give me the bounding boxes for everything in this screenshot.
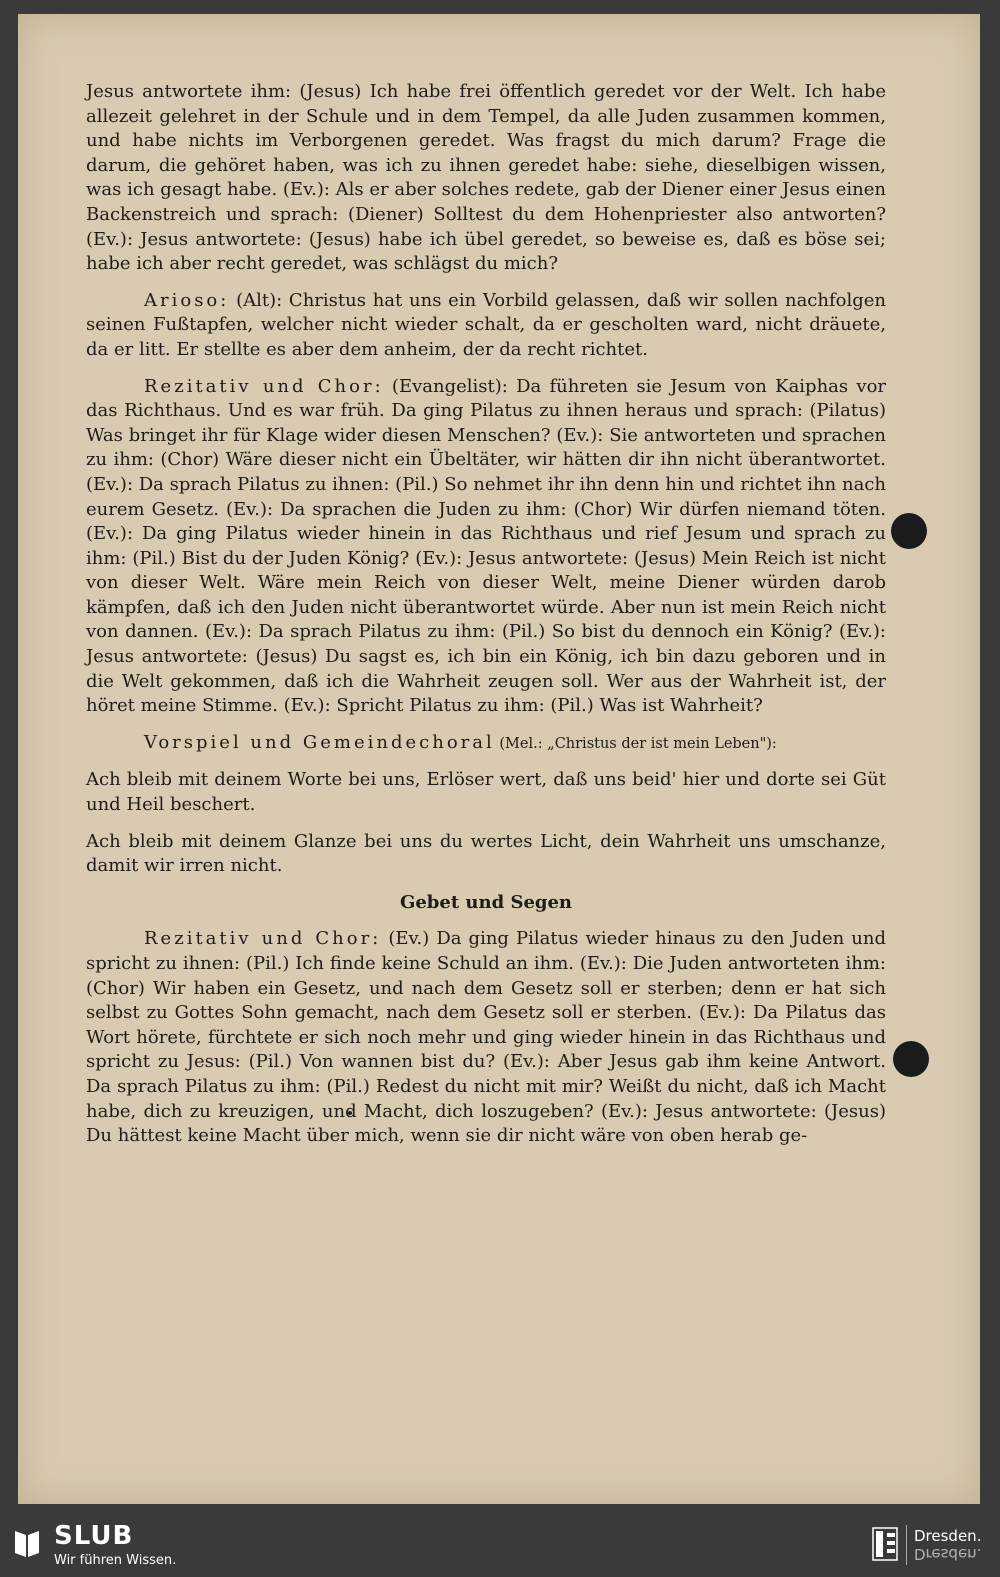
punch-hole-lower bbox=[893, 1041, 929, 1077]
rezitativ-label-2: Rezitativ und Chor: bbox=[144, 928, 382, 950]
slub-brand[interactable]: SLUB bbox=[54, 1521, 134, 1551]
paragraph-arioso bbox=[86, 289, 886, 363]
arioso-label: Arioso: bbox=[144, 289, 230, 311]
section-heading: Gebet und Segen bbox=[399, 891, 573, 913]
melody-note: (Mel.: „Christus der ist mein Leben"): bbox=[494, 735, 777, 752]
paragraph-rezitativ-2 bbox=[86, 927, 886, 1148]
viewer-footer bbox=[0, 1517, 1000, 1577]
choral-verse-1: Ach bleib mit deinem Worte bei uns, Erlöser wert, daß uns beid' hier und dorte sei Güt und Heil beschert. bbox=[86, 769, 886, 816]
dresden-wordmark[interactable]: Dresden. bbox=[914, 1527, 982, 1545]
footer-divider bbox=[906, 1525, 907, 1565]
document-body bbox=[86, 80, 886, 1161]
rezitativ-text-1: (Evangelist): Da führeten sie Jesum von Kaiphas vor das Richthaus. Und es war früh. Da ging Pilatus zu ihnen heraus und sprach: (Pilatus) Was bringet ihr für Klage wider diesen Menschen? (Ev.): Sie antworteten und sprachen zu ihm: (Chor) Wäre dieser nicht ein Übeltäter, wir hätten dir ihn nicht überantwortet. (Ev.): Da sprach Pilatus zu ihnen: (Pil.) So nehmet ihr ihn denn hin und richtet ihn nach eurem Gesetz. (Ev.): Da sprachen die Juden zu ihm: (Chor) Wir dürfen niemand töten. (Ev.): Da ging Pilatus wieder hinein in das Richthaus und rief Jesum und sprach zu ihm: (Pil.) Bist du der Juden König? (Ev.): Jesus antwortete: (Jesus) Mein Reich ist nicht von dieser Welt. Wäre mein Reich von dieser Welt, meine Diener würden darob kämpfen, daß ich den Juden nicht überantwortet würde. Aber nun ist mein Reich nicht von dannen. (Ev.): Da sprach Pilatus zu ihm: (Pil.) So bist du dennoch ein König? (Ev.): Jesus antwortete: (Jesus) Du sagst es, ich bin ein König, ich bin dazu geboren und in die Welt gekommen, daß ich die Wahrheit zeugen soll. Wer aus der Wahrheit ist, der höret meine Stimme. (Ev.): Spricht Pilatus zu ihm: (Pil.) Was ist Wahrheit? bbox=[86, 375, 887, 717]
dresden-coat-of-arms-icon[interactable] bbox=[872, 1527, 898, 1561]
punch-hole-upper bbox=[891, 513, 927, 549]
paragraph-vorspiel bbox=[86, 731, 886, 757]
rezitativ-text-2: (Ev.) Da ging Pilatus wieder hinaus zu den Juden und spricht zu ihnen: (Pil.) Ich finde keine Schuld an ihm. (Ev.): Die Juden antworteten ihm: (Chor) Wir haben ein Gesetz, und nach dem Gesetz soll er sterben; denn er hat sich selbst zu Gottes Sohn gemacht, nach dem Gesetz soll er sterben. (Ev.): Da Pilatus das Wort hörete, fürchtete er sich noch mehr und ging wieder hinein in das Richthaus und spricht zu Jesus: (Pil.) Von wannen bist du? (Ev.): Aber Jesus gab ihm keine Antwort. Da sprach Pilatus zu ihm: (Pil.) Redest du nicht mit mir? Weißt du nicht, daß ich Macht habe, dich zu kreuzigen, und Macht, dich loszugeben? (Ev.): Jesus antwortete: (Jesus) Du hättest keine Macht über mich, wenn sie dir nicht wäre von oben herab ge- bbox=[86, 928, 886, 1147]
rezitativ-label-1: Rezitativ und Chor: bbox=[144, 375, 384, 397]
slub-tagline: Wir führen Wissen. bbox=[54, 1553, 177, 1568]
slub-book-icon[interactable] bbox=[12, 1527, 42, 1559]
dresden-wordmark-reflection: Dresden. bbox=[914, 1545, 982, 1563]
arioso-text: (Alt): Christus hat uns ein Vorbild gelassen, daß wir sollen nachfolgen seinen Fußtapfen, welcher nicht wieder schalt, da er gescholten ward, nicht dräuete, da er litt. Er stellte es aber dem anheim, der da recht richtet. bbox=[86, 289, 886, 360]
paragraph-1: Jesus antwortete ihm: (Jesus) Ich habe frei öffentlich geredet vor der Welt. Ich habe allezeit gelehret in der Schule und in dem Tempel, da alle Juden zusammen kommen, und habe nichts im Verborgenen geredet. Was fragst du mich darum? Frage die darum, die gehöret haben, was ich zu ihnen geredet habe: siehe, dieselbigen wissen, was ich gesagt habe. (Ev.): Als er aber solches redete, gab der Diener einer Jesus einen Backenstreich und sprach: (Diener) Solltest du dem Hohenpriester also antworten? (Ev.): Jesus antwortete: (Jesus) habe ich übel geredet, so beweise es, daß es böse sei; habe ich aber recht geredet, was schlägst du mich? bbox=[86, 81, 886, 275]
paragraph-rezitativ-1 bbox=[86, 375, 886, 719]
choral-verse-2: Ach bleib mit deinem Glanze bei uns du wertes Licht, dein Wahrheit uns umschanze, damit wir irren nicht. bbox=[86, 830, 886, 877]
vorspiel-label: Vorspiel und Gemeindechoral bbox=[144, 731, 495, 753]
